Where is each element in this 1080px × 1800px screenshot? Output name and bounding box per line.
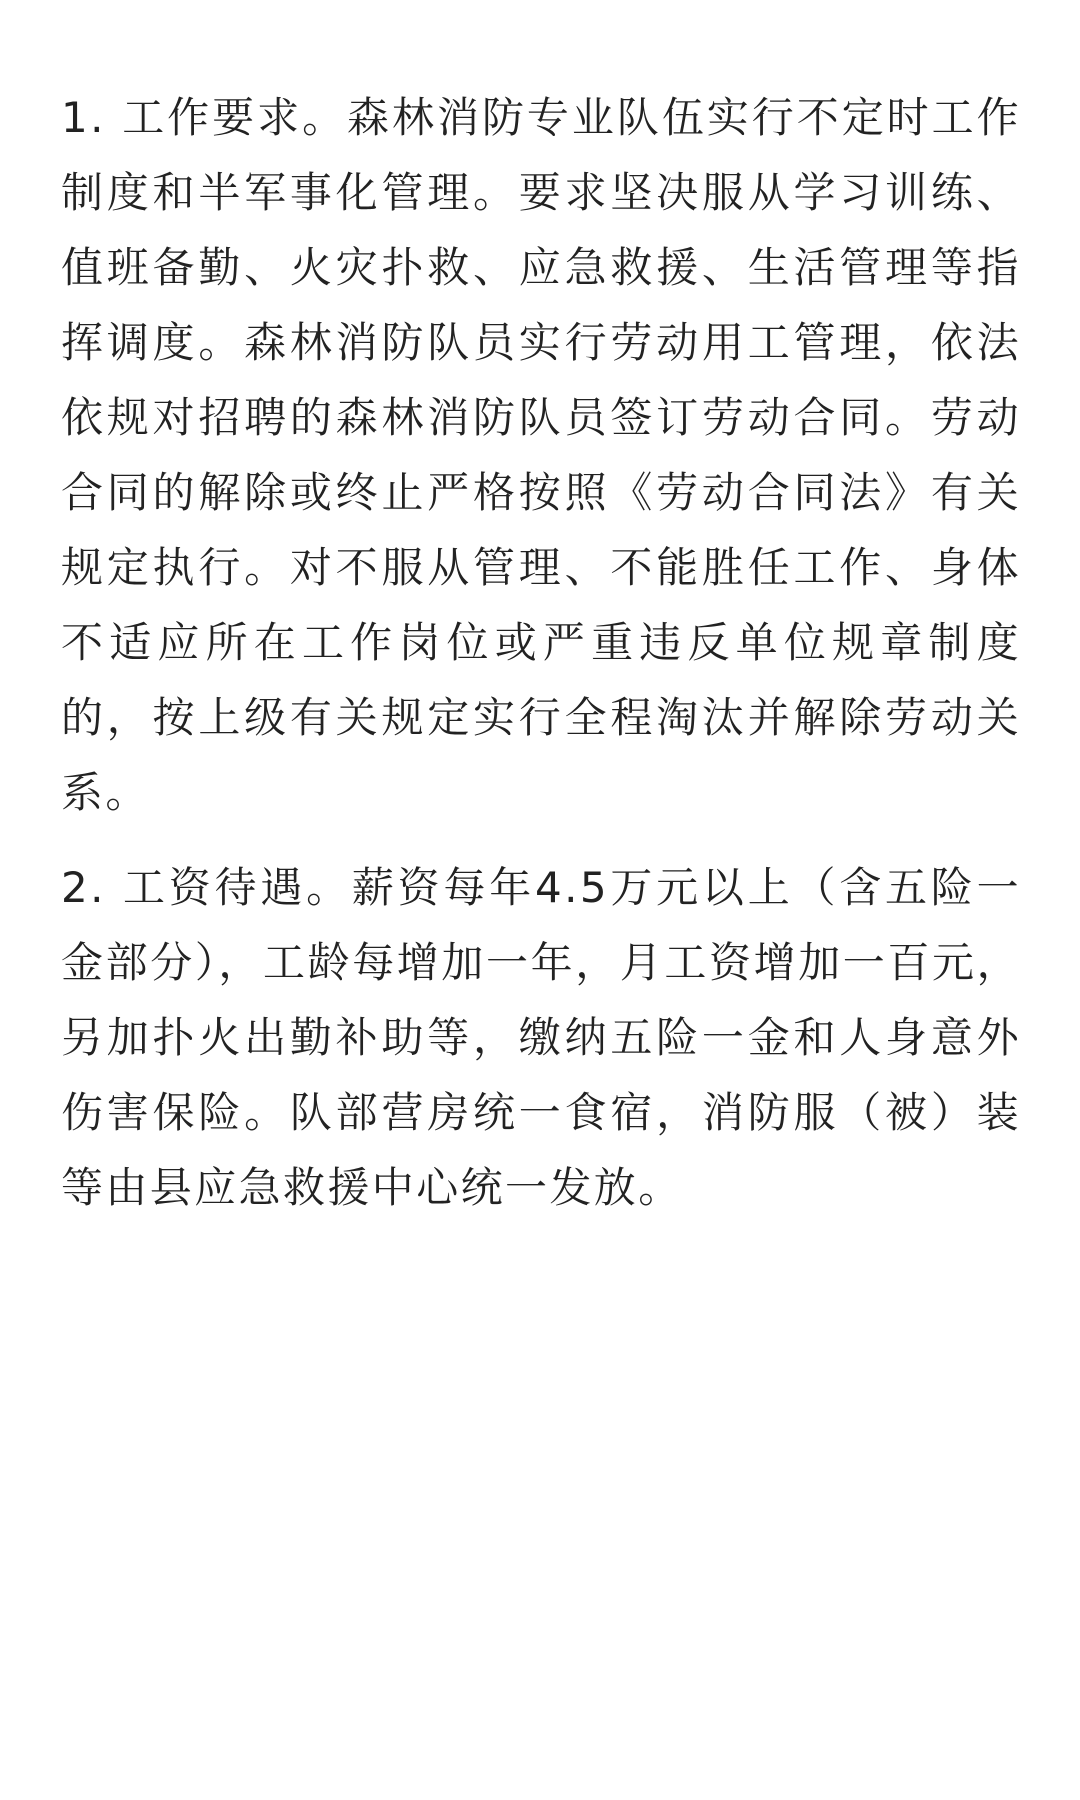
paragraph-work-requirements: 1. 工作要求。森林消防专业队伍实行不定时工作制度和半军事化管理。要求坚决服从学习训练、值班备勤、火灾扑救、应急救援、生活管理等指挥调度。森林消防队员实行劳动用工管理，依法依规对招聘的森林消防队员签订劳动合同。劳动合同的解除或终止严格按照《劳动合同法》有关规定执行。对不服从管理、不能胜任工作、身体不适应所在工作岗位或严重违反单位规章制度的，按上级有关规定实行全程淘汰并解除劳动关系。 bbox=[61, 93, 1021, 817]
paragraph-salary-benefits: 2. 工资待遇。薪资每年4.5万元以上（含五险一金部分），工龄每增加一年，月工资增加一百元，另加扑火出勤补助等，缴纳五险一金和人身意外伤害保险。队部营房统一食宿，消防服（被）装等由县应急救援中心统一发放。 bbox=[61, 863, 1021, 1212]
article-body bbox=[61, 80, 1021, 1225]
